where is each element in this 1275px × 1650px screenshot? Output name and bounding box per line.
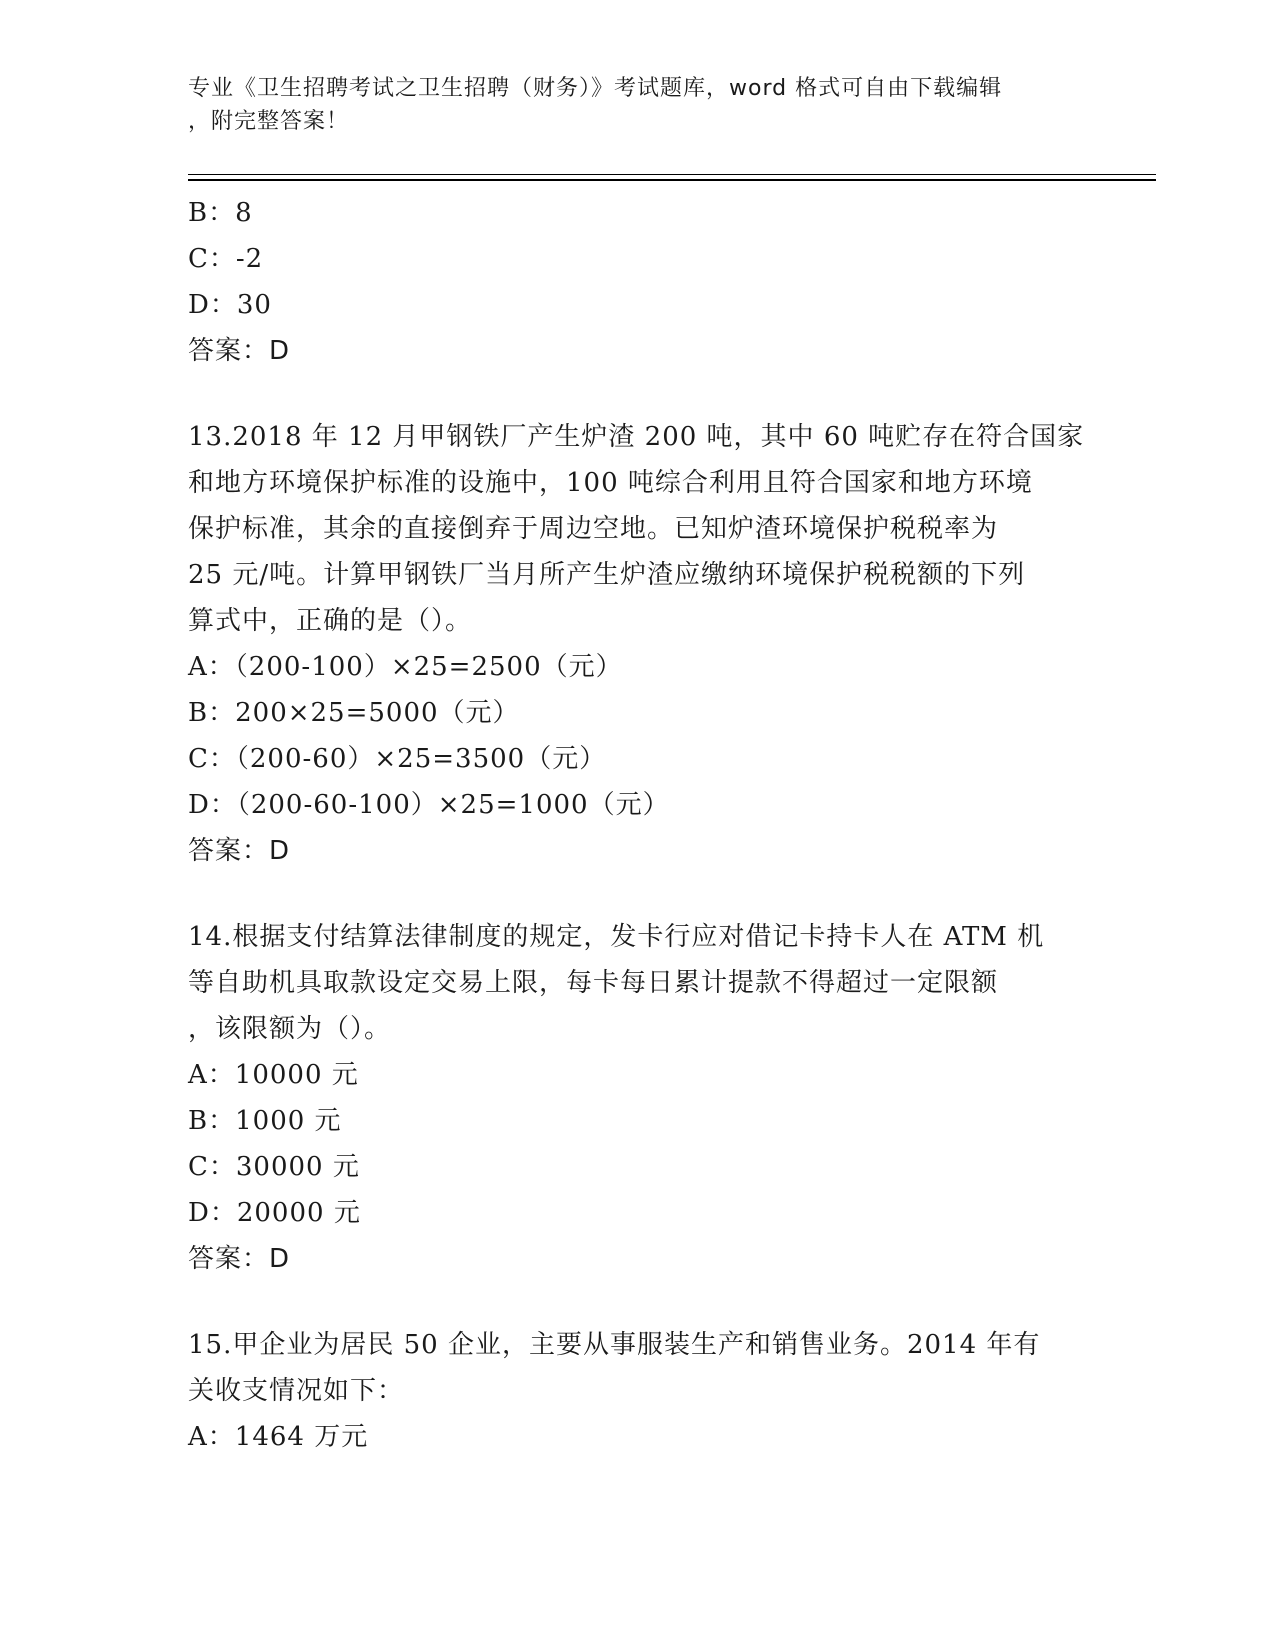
spacer (188, 374, 1088, 414)
option-a: A：10000 元 (188, 1060, 359, 1090)
header-line-1: 专业《卫生招聘考试之卫生招聘（财务）》考试题库，word 格式可自由下载编辑 (188, 76, 1003, 101)
option-c: C：-2 (188, 244, 264, 274)
question-13-line-3: 保护标准，其余的直接倒弃于周边空地。已知炉渣环境保护税税率为 (188, 514, 999, 544)
answer-label: 答案：D (188, 1244, 291, 1274)
question-15-line-1: 15.甲企业为居民 50 企业，主要从事服装生产和销售业务。2014 年有 (188, 1330, 1041, 1360)
question-15-block (188, 1322, 1088, 1460)
option-b: B：200×25=5000（元） (188, 698, 520, 728)
option-a: A：（200-100）×25=2500（元） (188, 652, 623, 682)
question-13-line-4: 25 元/吨。计算甲钢铁厂当月所产生炉渣应缴纳环境保护税税额的下列 (188, 560, 1026, 590)
header-rule-thin (188, 174, 1156, 175)
option-b: B：8 (188, 198, 253, 228)
answer-label: 答案：D (188, 336, 291, 366)
question-14-line-2: 等自助机具取款设定交易上限，每卡每日累计提款不得超过一定限额 (188, 968, 999, 998)
answer-label: 答案：D (188, 836, 291, 866)
option-d: D：20000 元 (188, 1198, 361, 1228)
option-a: A：1464 万元 (188, 1422, 369, 1452)
question-14-line-1: 14.根据支付结算法律制度的规定，发卡行应对借记卡持卡人在 ATM 机 (188, 922, 1045, 952)
spacer (188, 874, 1088, 914)
option-c: C：（200-60）×25=3500（元） (188, 744, 607, 774)
prev-question-block (188, 190, 1088, 374)
option-c: C：30000 元 (188, 1152, 360, 1182)
question-content (188, 190, 1088, 1460)
question-14-line-3: ，该限额为（）。 (188, 1014, 392, 1044)
spacer (188, 1282, 1088, 1322)
header-line-2: ，附完整答案！ (188, 109, 350, 134)
option-b: B：1000 元 (188, 1106, 342, 1136)
question-13-line-1: 13.2018 年 12 月甲钢铁厂产生炉渣 200 吨，其中 60 吨贮存在符合国家 (188, 422, 1085, 452)
question-13-block (188, 414, 1088, 874)
header-rule-thick (188, 179, 1156, 181)
option-d: D：（200-60-100）×25=1000（元） (188, 790, 670, 820)
question-15-line-2: 关收支情况如下： (188, 1376, 405, 1406)
option-d: D：30 (188, 290, 272, 320)
document-header (188, 72, 1068, 138)
question-13-line-5: 算式中，正确的是（）。 (188, 606, 473, 636)
question-13-line-2: 和地方环境保护标准的设施中，100 吨综合利用且符合国家和地方环境 (188, 468, 1033, 498)
question-14-block (188, 914, 1088, 1282)
